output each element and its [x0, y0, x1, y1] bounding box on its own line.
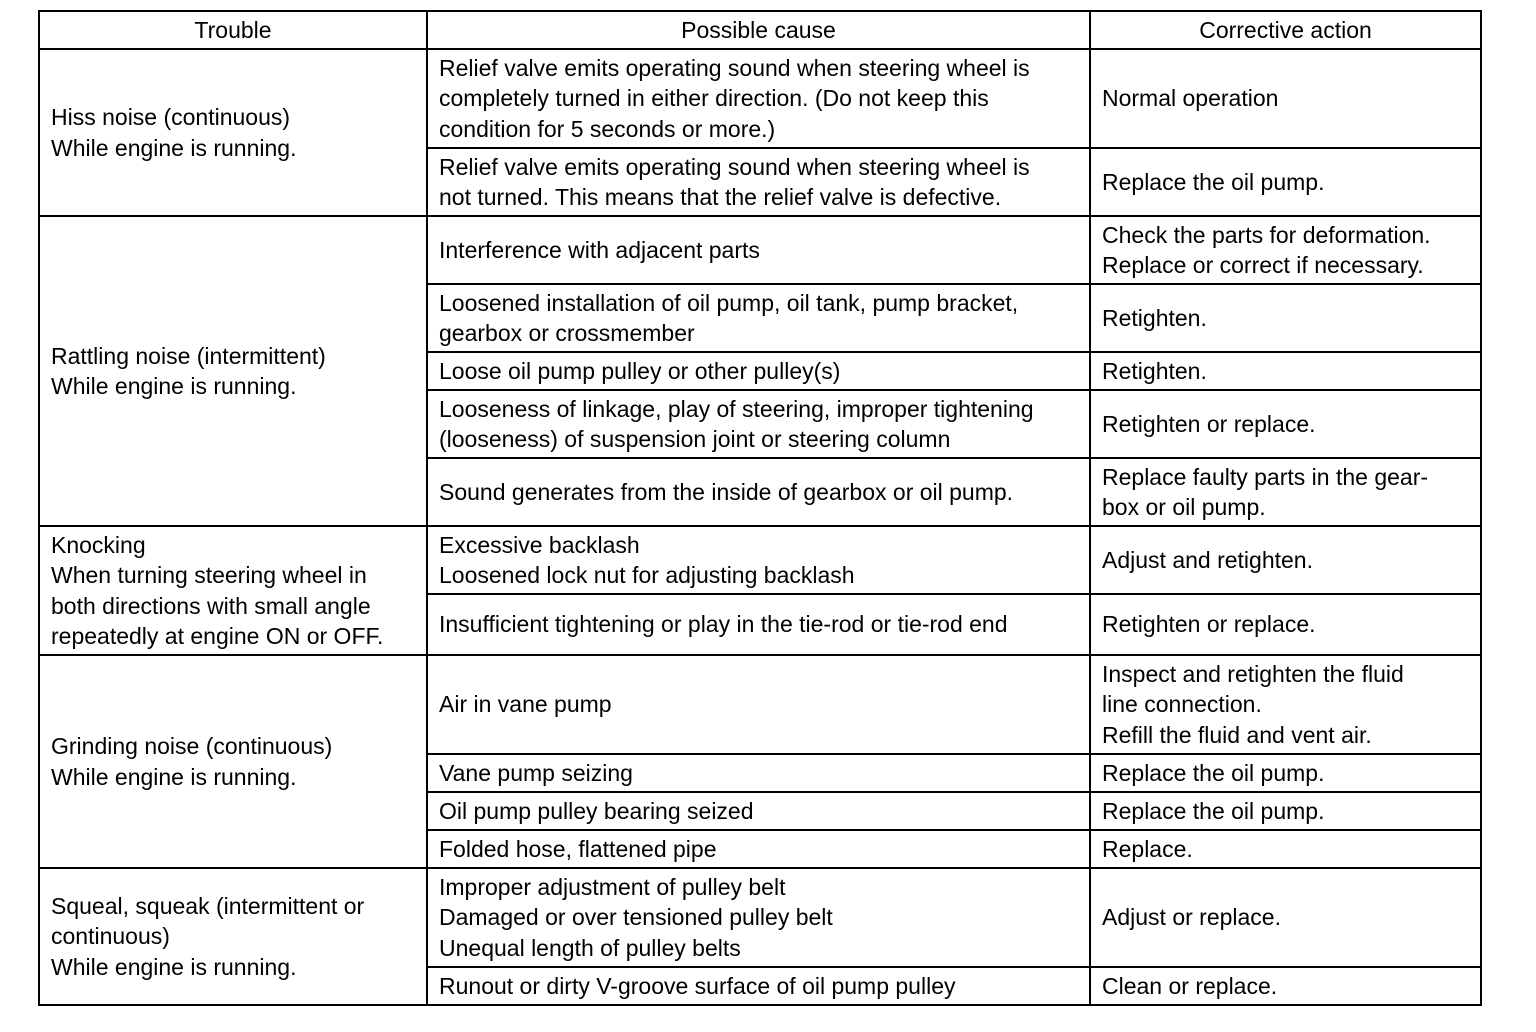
table-row	[39, 216, 1481, 284]
corrective-action-cell	[1090, 594, 1481, 655]
corrective-action-cell	[1090, 284, 1481, 352]
cause-line: gearbox or crossmember	[439, 320, 695, 346]
trouble-line: While engine is running.	[51, 134, 297, 161]
trouble-line: Rattling noise (intermittent)	[51, 342, 326, 369]
table-row	[39, 49, 1481, 148]
possible-cause-cell	[427, 655, 1090, 754]
corrective-action-cell	[1090, 868, 1481, 967]
cause-line: Runout or dirty V-groove surface of oil pump pulley	[439, 972, 956, 999]
cause-line: Damaged or over tensioned pulley belt	[439, 904, 833, 931]
action-line: Retighten or replace.	[1102, 611, 1316, 638]
action-line: Retighten.	[1102, 357, 1207, 384]
trouble-line: While engine is running.	[51, 953, 297, 980]
header-possible-cause: Possible cause	[427, 11, 1090, 49]
trouble-line: While engine is running.	[51, 373, 297, 399]
cause-line: Oil pump pulley bearing seized	[439, 797, 754, 824]
action-line: Retighten.	[1102, 304, 1207, 331]
cause-line: Insufficient tightening or play in the tie-rod or tie-rod end	[439, 611, 1008, 638]
trouble-line: While engine is running.	[51, 763, 297, 790]
cause-line: Loose oil pump pulley or other pulley(s)	[439, 357, 841, 384]
trouble-line: Knocking	[51, 531, 146, 558]
corrective-action-cell	[1090, 216, 1481, 284]
corrective-action-cell	[1090, 49, 1481, 148]
trouble-line: Squeal, squeak (intermittent or	[51, 892, 365, 919]
possible-cause-cell	[427, 868, 1090, 967]
possible-cause-cell	[427, 458, 1090, 526]
corrective-action-cell	[1090, 458, 1481, 526]
cause-line: Relief valve emits operating sound when steering wheel is	[439, 54, 1030, 81]
cause-line: completely turned in either direction. (Do not keep this	[439, 85, 989, 112]
cause-line: Vane pump seizing	[439, 759, 633, 786]
cause-line: Folded hose, flattened pipe	[439, 835, 717, 862]
cause-line: Air in vane pump	[439, 691, 612, 718]
possible-cause-cell	[427, 526, 1090, 594]
trouble-line: Hiss noise (continuous)	[51, 104, 291, 130]
table-row	[39, 526, 1481, 594]
action-line: box or oil pump.	[1102, 494, 1266, 520]
cause-line: Improper adjustment of pulley belt	[439, 873, 786, 900]
possible-cause-cell	[427, 49, 1090, 148]
cause-line: Loosened installation of oil pump, oil tank, pump bracket,	[439, 289, 1019, 316]
table-row	[39, 868, 1481, 967]
action-line: Inspect and retighten the fluid	[1102, 660, 1404, 687]
possible-cause-cell	[427, 967, 1090, 1005]
cause-line: not turned. This means that the relief valve is defective.	[439, 184, 1002, 210]
action-line: Replace or correct if necessary.	[1102, 252, 1424, 278]
corrective-action-cell	[1090, 792, 1481, 830]
cause-line: Relief valve emits operating sound when steering wheel is	[439, 153, 1030, 180]
trouble-line: repeatedly at engine ON or OFF.	[51, 623, 384, 649]
possible-cause-cell	[427, 216, 1090, 284]
action-line: Adjust and retighten.	[1102, 546, 1313, 573]
trouble-line: When turning steering wheel in	[51, 562, 367, 588]
action-line: Adjust or replace.	[1102, 904, 1281, 931]
possible-cause-cell	[427, 594, 1090, 655]
corrective-action-cell	[1090, 352, 1481, 390]
action-line: Replace.	[1102, 835, 1193, 862]
trouble-line: continuous)	[51, 923, 170, 950]
corrective-action-cell	[1090, 967, 1481, 1005]
trouble-cell	[39, 655, 427, 868]
possible-cause-cell	[427, 284, 1090, 352]
table-body	[39, 49, 1481, 1005]
cause-line: Unequal length of pulley belts	[439, 934, 741, 961]
trouble-line: both directions with small angle	[51, 592, 371, 619]
action-line: Replace the oil pump.	[1102, 759, 1325, 786]
corrective-action-cell	[1090, 526, 1481, 594]
trouble-line: Grinding noise (continuous)	[51, 733, 333, 759]
action-line: Check the parts for deformation.	[1102, 221, 1431, 248]
action-line: line connection.	[1102, 691, 1262, 718]
possible-cause-cell	[427, 792, 1090, 830]
header-row	[39, 11, 1481, 49]
troubleshooting-table	[38, 10, 1482, 1006]
corrective-action-cell	[1090, 754, 1481, 792]
cause-line: Loosened lock nut for adjusting backlash	[439, 562, 855, 588]
possible-cause-cell	[427, 148, 1090, 216]
possible-cause-cell	[427, 830, 1090, 868]
cause-line: Interference with adjacent parts	[439, 236, 760, 263]
corrective-action-cell	[1090, 655, 1481, 754]
cause-line: (looseness) of suspension joint or steering column	[439, 426, 951, 452]
action-line: Clean or replace.	[1102, 972, 1278, 999]
corrective-action-cell	[1090, 830, 1481, 868]
corrective-action-cell	[1090, 148, 1481, 216]
header-trouble: Trouble	[39, 11, 427, 49]
possible-cause-cell	[427, 352, 1090, 390]
action-line: Replace the oil pump.	[1102, 797, 1325, 824]
action-line: Refill the fluid and vent air.	[1102, 721, 1372, 748]
cause-line: Excessive backlash	[439, 531, 640, 558]
cause-line: condition for 5 seconds or more.)	[439, 115, 776, 142]
possible-cause-cell	[427, 754, 1090, 792]
corrective-action-cell	[1090, 390, 1481, 458]
trouble-cell	[39, 868, 427, 1005]
troubleshooting-sheet	[38, 10, 1482, 1006]
action-line: Replace the oil pump.	[1102, 168, 1325, 195]
action-line: Retighten or replace.	[1102, 410, 1316, 437]
action-line: Replace faulty parts in the gear-	[1102, 463, 1429, 490]
trouble-cell	[39, 49, 427, 216]
cause-line: Sound generates from the inside of gearbox or oil pump.	[439, 478, 1014, 505]
trouble-cell	[39, 526, 427, 655]
table-row	[39, 655, 1481, 754]
header-corrective-action: Corrective action	[1090, 11, 1481, 49]
cause-line: Looseness of linkage, play of steering, improper tightening	[439, 395, 1034, 422]
trouble-cell	[39, 216, 427, 526]
action-line: Normal operation	[1102, 85, 1279, 112]
possible-cause-cell	[427, 390, 1090, 458]
